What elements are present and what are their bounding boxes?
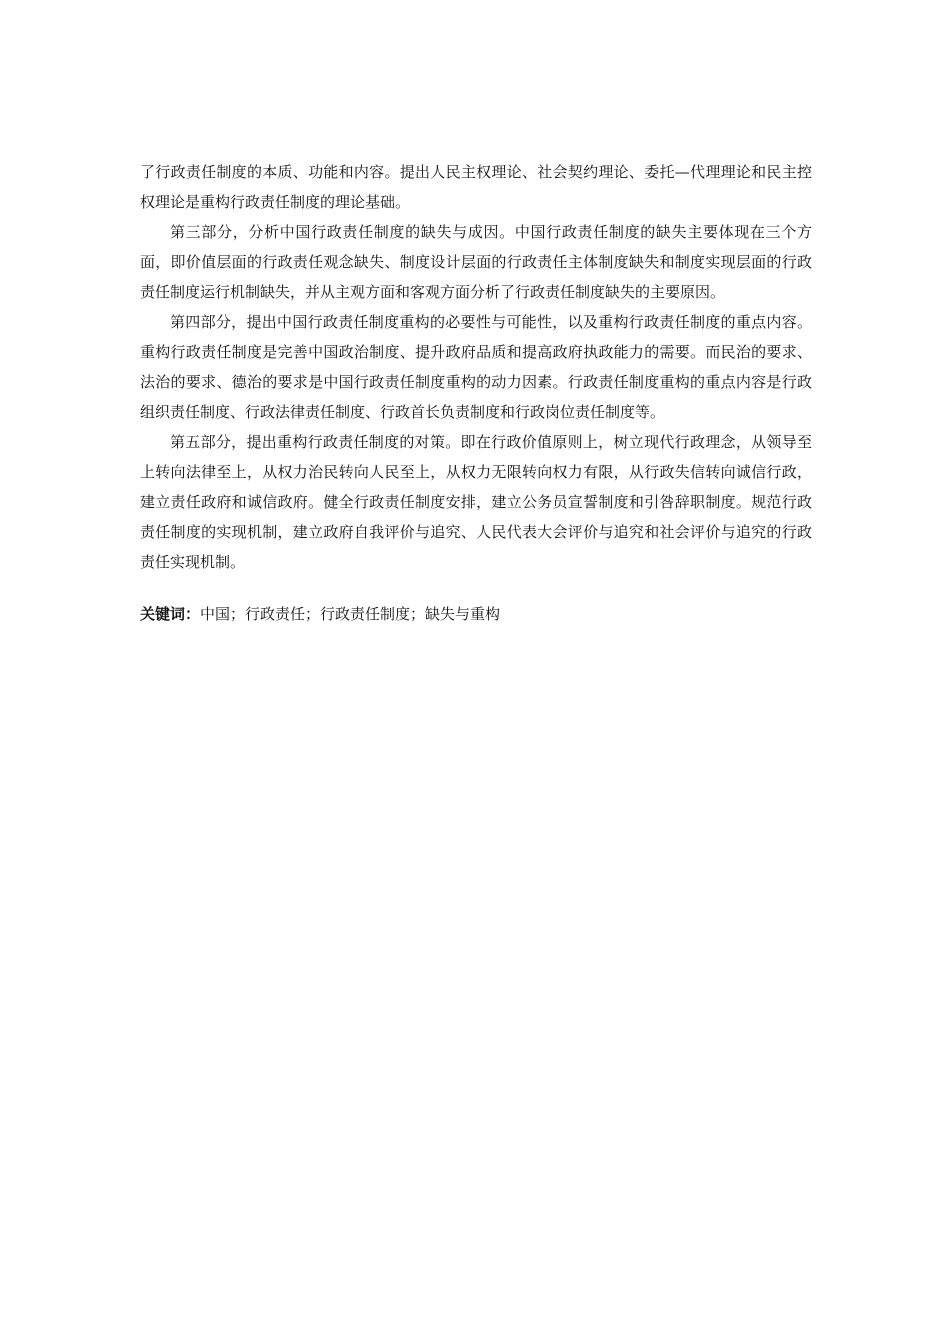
paragraph-part-three: 第三部分，分析中国行政责任制度的缺失与成因。中国行政责任制度的缺失主要体现在三个方面，即价值层面的行政责任观念缺失、制度设计层面的行政责任主体制度缺失和制度实现层面的行政责任制度运行机制缺失，并从主观方面和客观方面分析了行政责任制度缺失的主要原因。: [140, 223, 812, 301]
paragraph-continuation: 了行政责任制度的本质、功能和内容。提出人民主权理论、社会契约理论、委托—代理理论和民主控权理论是重构行政责任制度的理论基础。: [140, 163, 812, 211]
keywords-value: 中国；行政责任；行政责任制度；缺失与重构: [200, 605, 501, 623]
keywords-line: [140, 599, 812, 629]
paragraph-part-four: 第四部分，提出中国行政责任制度重构的必要性与可能性，以及重构行政责任制度的重点内容。重构行政责任制度是完善中国政治制度、提升政府品质和提高政府执政能力的需要。而民治的要求、法治的要求、德治的要求是中国行政责任制度重构的动力因素。行政责任制度重构的重点内容是行政组织责任制度、行政法律责任制度、行政首长负责制度和行政岗位责任制度等。: [140, 313, 812, 421]
paragraph-part-five: 第五部分，提出重构行政责任制度的对策。即在行政价值原则上，树立现代行政理念，从领导至上转向法律至上，从权力治民转向人民至上，从权力无限转向权力有限，从行政失信转向诚信行政，建立责任政府和诚信政府。健全行政责任制度安排，建立公务员宣誓制度和引咎辞职制度。规范行政责任制度的实现机制，建立政府自我评价与追究、人民代表大会评价与追究和社会评价与追究的行政责任实现机制。: [140, 433, 812, 571]
keywords-label: 关键词：: [140, 605, 201, 623]
abstract-body: [140, 157, 812, 629]
